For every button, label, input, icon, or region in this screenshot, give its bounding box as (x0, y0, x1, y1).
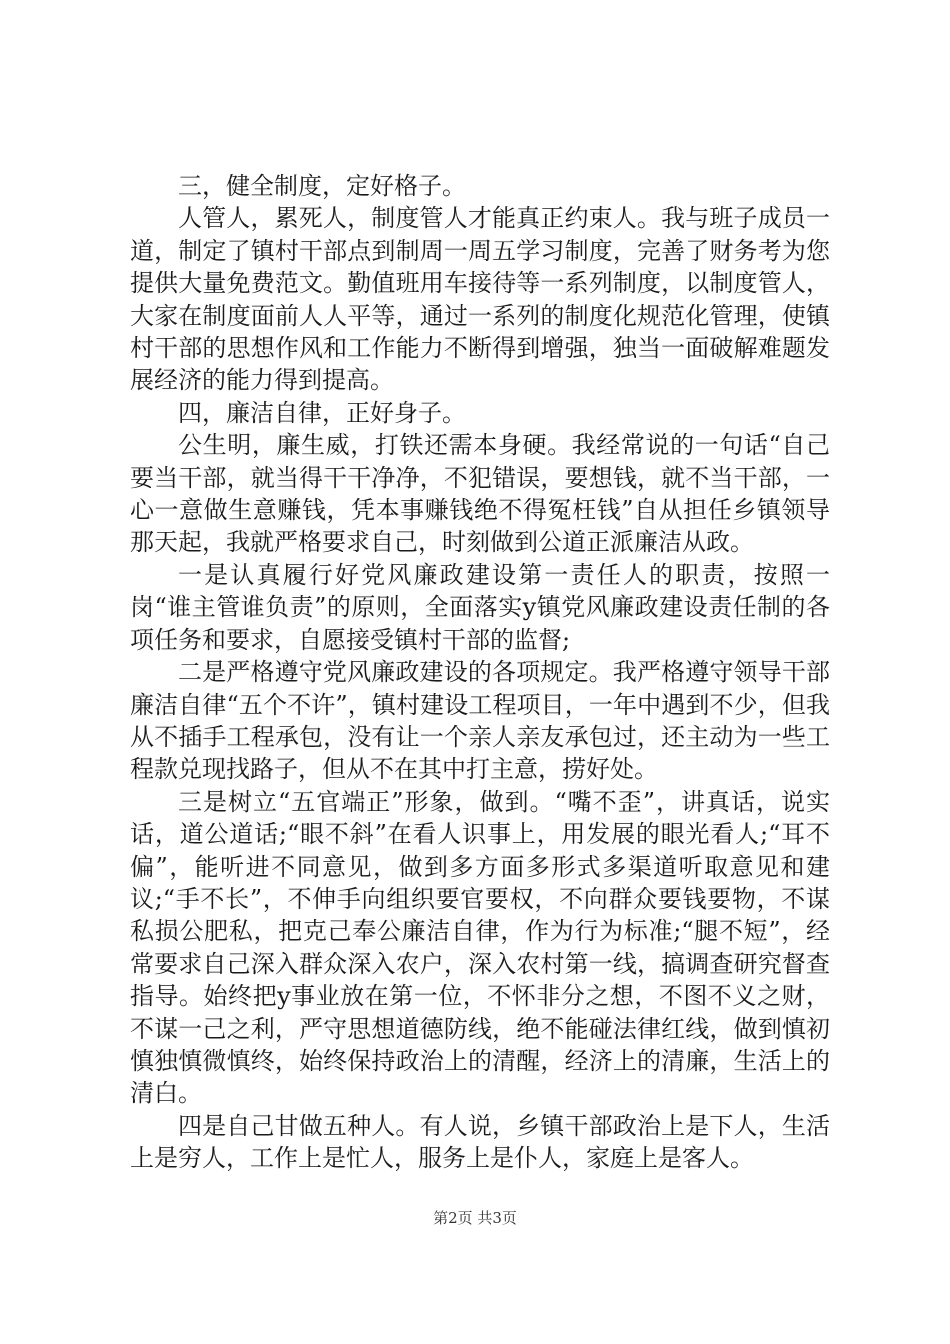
paragraph: 三是树立“五官端正”形象，做到。“嘴不歪”，讲真话，说实话，道公道话;“眼不斜”在看人识事上，用发展的眼光看人;“耳不偏”，能听进不同意见，做到多方面多形式多渠道听取意见和建议;“手不长”，不伸手向组织要官要权，不向群众要钱要物，不谋私损公肥私，把克己奉公廉洁自律，作为行为标准;“腿不短”，经常要求自己深入群众深入农户，深入农村第一线，搞调查研究督查指导。始终把y事业放在第一位，不怀非分之想，不图不义之财，不谋一己之利，严守思想道德防线，绝不能碰法律红线，做到慎初慎独慎微慎终，始终保持政治上的清醒，经济上的清廉，生活上的清白。 (130, 787, 830, 1108)
paragraph: 一是认真履行好党风廉政建设第一责任人的职责，按照一岗“谁主管谁负责”的原则，全面落实y镇党风廉政建设责任制的各项任务和要求，自愿接受镇村干部的监督; (130, 560, 830, 654)
paragraph: 二是严格遵守党风廉政建设的各项规定。我严格遵守领导干部廉洁自律“五个不许”，镇村建设工程项目，一年中遇到不少，但我从不插手工程承包，没有让一个亲人亲友承包过，还主动为一些工程款兑现找路子，但从不在其中打主意，捞好处。 (130, 658, 830, 784)
paragraph: 公生明，廉生威，打铁还需本身硬。我经常说的一句话“自己要当干部，就当得干干净净，不犯错误，要想钱，就不当干部，一心一意做生意赚钱，凭本事赚钱绝不得冤枉钱”自从担任乡镇领导那天起，我就严格要求自己，时刻做到公道正派廉洁从政。 (130, 431, 830, 557)
document-body (130, 170, 830, 1175)
section-heading-4: 四，廉洁自律，正好身子。 (178, 398, 466, 427)
section-heading-3: 三，健全制度，定好格子。 (178, 172, 466, 200)
paragraph: 人管人，累死人，制度管人才能真正约束人。我与班子成员一道，制定了镇村干部点到制周一周五学习制度，完善了财务考为您提供大量免费范文。勤值班用车接待等一系列制度，以制度管人，大家在制度面前人人平等，通过一系列的制度化规范化管理，使镇村干部的思想作风和工作能力不断得到增强，独当一面破解难题发展经济的能力得到提高。 (130, 204, 830, 395)
paragraph: 四是自己甘做五种人。有人说，乡镇干部政治上是下人，生活上是穷人，工作上是忙人，服务上是仆人，家庭上是客人。 (130, 1111, 830, 1173)
page-number-footer: 第2页 共3页 (433, 1209, 517, 1227)
